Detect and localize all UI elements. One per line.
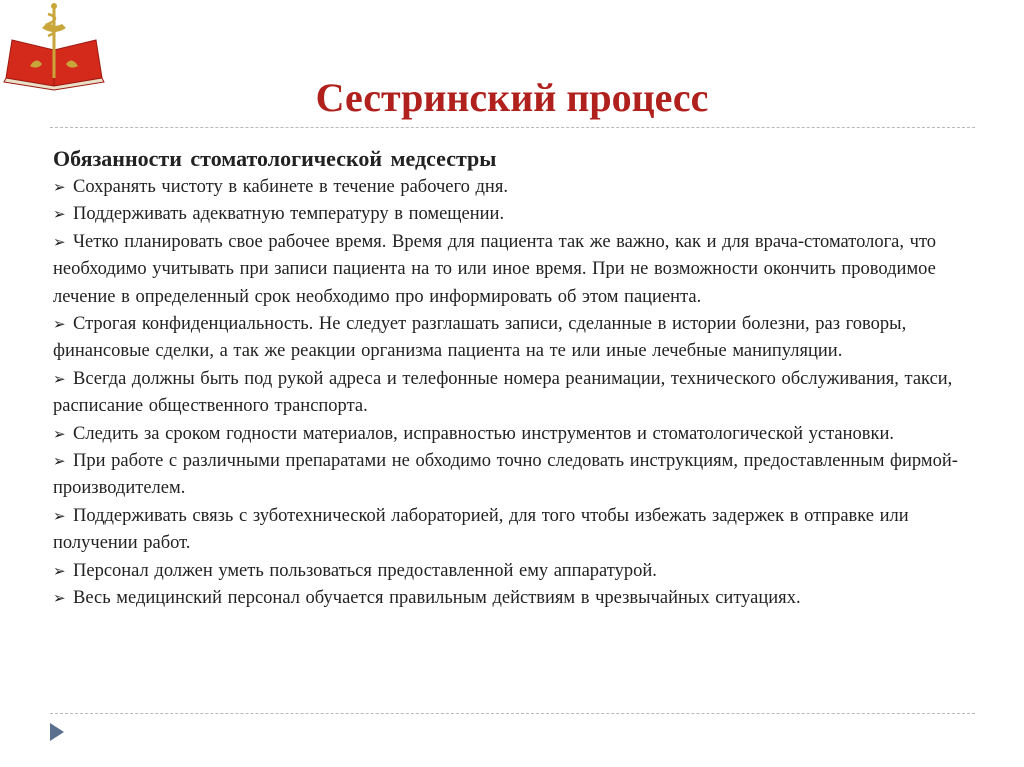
duties-list	[53, 174, 983, 613]
duty-text: Всегда должны быть под рукой адреса и телефонные номера реанимации, технического обслуживания, такси, расписание общественного транспорта.	[53, 368, 953, 417]
duty-text: Четко планировать свое рабочее время. Время для пациента так же важно, как и для врача-стоматолога, что необходимо учитывать при записи пациента на то или иное время. При не возможности окончить проводимое лечение в определенный срок необходимо про информировать об этом пациента.	[53, 231, 937, 307]
duty-item	[53, 201, 983, 228]
duty-item	[53, 448, 983, 503]
arrow-bullet-icon: ➢	[53, 589, 66, 608]
duty-text: Поддерживать связь с зуботехнической лабораторией, для того чтобы избежать задержек в отправке или получении работ.	[53, 505, 909, 554]
duty-item	[53, 585, 983, 612]
duty-text: Весь медицинский персонал обучается правильным действиям в чрезвычайных ситуациях.	[73, 588, 801, 609]
top-divider	[50, 127, 975, 128]
arrow-bullet-icon: ➢	[53, 315, 66, 334]
slide-content	[53, 144, 983, 613]
triangle-right-icon[interactable]	[48, 722, 66, 742]
arrow-bullet-icon: ➢	[53, 369, 66, 388]
duty-text: Персонал должен уметь пользоваться предоставленной ему аппаратурой.	[73, 560, 657, 581]
arrow-bullet-icon: ➢	[53, 506, 66, 525]
duty-item	[53, 503, 983, 558]
duty-item	[53, 229, 983, 311]
duty-item	[53, 421, 983, 448]
arrow-bullet-icon: ➢	[53, 178, 66, 196]
duty-item	[53, 558, 983, 585]
arrow-bullet-icon: ➢	[53, 452, 66, 471]
arrow-bullet-icon: ➢	[53, 424, 66, 443]
duty-text: При работе с различными препаратами не обходимо точно следовать инструкциям, предоставленным фирмой-производителем.	[53, 451, 958, 499]
arrow-bullet-icon: ➢	[53, 232, 66, 251]
duty-item	[53, 174, 983, 201]
arrow-bullet-icon: ➢	[53, 205, 66, 224]
duty-text: Сохранять чистоту в кабинете в течение рабочего дня.	[73, 177, 508, 197]
duty-item	[53, 311, 983, 366]
duty-text: Следить за сроком годности материалов, исправностью инструментов и стоматологической установки.	[73, 423, 895, 444]
duty-item	[53, 366, 983, 421]
duty-text: Строгая конфиденциальность. Не следует разглашать записи, сделанные в истории болезни, раз говоры, финансовые сделки, а так же реакции организма пациента на те или иные лечебные манипуляции.	[53, 314, 907, 362]
duty-text: Поддерживать адекватную температуру в помещении.	[73, 204, 505, 225]
arrow-bullet-icon: ➢	[53, 561, 66, 580]
bottom-divider	[50, 713, 975, 714]
section-heading: Обязанности стоматологической медсестры	[53, 146, 497, 171]
slide-title: Сестринский процесс	[315, 75, 709, 120]
